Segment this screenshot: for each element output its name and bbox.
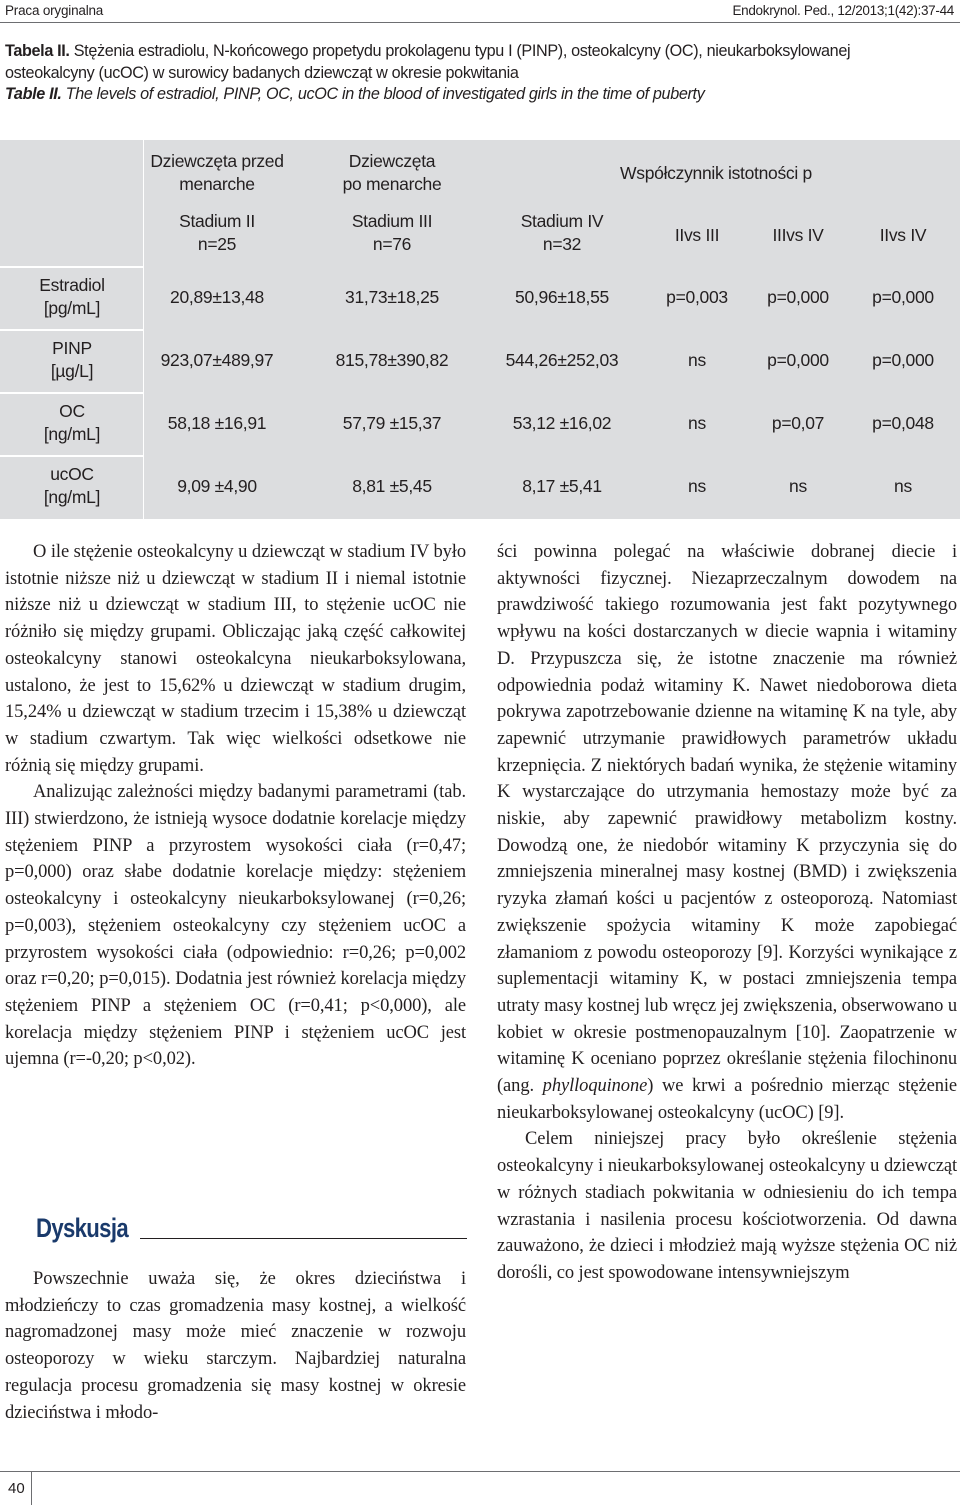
left-paragraph-1: O ile stężenie osteokalcyny u dziewcząt w stadium IV było istotnie niższe niż u dziewcząt w stadium II i niemal istotnie niższe niż u dziewcząt w stadium III, to stężenie ucOC nie różniło się między grupami. Obliczając jaką część całkowitej osteokalcyny stanowi osteokalcyna nieukarboksylowana, ustalono, że jest to 15,62% u dziewcząt w stadium drugim, 15,24% u dziewcząt w stadium trzecim i 15,38% u dziewcząt w stadium czwartym. Tak więc wielkości odsetkowe nie różnią się między grupami. [5,542,466,776]
row-label-estradiol: Estradiol [pg/mL] [39,275,105,318]
header-stage-4: Stadium IV n=32 [520,211,604,254]
section-rule [140,1238,467,1239]
cell-oc-4: ns [688,412,706,433]
cell-pinp-1: 923,07±489,97 [160,349,274,370]
right-p1-text: ści powinna polegać na właściwie dobranej diecie i aktywności fizycznej. Niezaprzeczalnym dowodem na prawdziwość takiego rozumowania jest fakt pozytywnego wpływu na kości dostarczanych w diecie wapnia i witaminy D. Przypuszcza się, że istotne znaczenie ma również odpowiednia podaż witaminy K. Nawet niedoborowa dieta pokrywa zapotrzebowanie dzienne na witaminę K na tyle, aby zapewnić utrzymanie prawidłowych parametrów układu krzepnięcia. Z niektórych badań wynika, że stężenie witaminy K wystarczające do utrzymania hemostazy może być za niskie, aby zapewnić prawidłowy metabolizm kostny. Dowodzą one, że niedobór witaminy K przyczynia się do zmniejszenia mineralnej masy kostnej (BMD) i zwiększenia ryzyka złamań kości u pacjentów z osteoporozą. Natomiast zwiększenie spożycia witaminy K może zapobiegać złamaniom z powodu osteoporozy [9]. Korzyści wynikające z suplementacji witaminy K, w postaci zmniejszenia tempa utraty masy kostnej lub wręcz jej zwiększenia, obserwowano u kobiet w okresie postmenopauzalnym [10]. Zaopatrzenie w witaminę K oceniano poprzez określanie stężenia filochinonu (ang. [497,542,957,1097]
right-paragraph-2: Celem niniejszej pracy było określenie stężenia osteokalcyny i nieukarboksylowanej osteokalcyny u dziewcząt w różnych stadiach pokwitania w odniesieniu do ich tempa wzrastania i nasilenia procesu kościotworzenia. Od dawna zauważono, że dzieci i młodzież mają wyższe stężenia OC niż dorośli, co jest spowodowane intensywniejszym [497,1129,957,1283]
cell-oc-3: 53,12 ±16,02 [512,412,612,433]
left-paragraph-2: Analizując zależności między badanymi parametrami (tab. III) stwierdzono, że istnieją wysoce dodatnie korelacje między stężeniem PINP a przyrostem wysokości ciała (r=0,47; p=0,000) oraz słabe dodatnie korelacje między: stężeniem osteokalcyny i osteokalcyny nieukarboksylowanej (r=0,26; p=0,003), stężeniem osteokalcyny czy stężeniem ucOC a przyrostem wysokości ciała (odpowiednio: r=0,26; p=0,002 oraz r=0,20; p=0,015). Dodatnia jest również korelacja między stężeniem PINP a stężeniem OC (r=0,41; p<0,000), ale korelacja między stężeniem PINP i stężeniem ucOC jest ujemna (r=-0,20; p<0,02). [5,782,466,1070]
cell-ucoc-6: ns [894,475,912,496]
cell-oc-2: 57,79 ±15,37 [342,412,442,433]
left-column-discussion [5,1266,466,1426]
journal-citation: Endokrynol. Ped., 12/2013;1(42):37-44 [732,3,954,18]
caption-pl-text2: osteokalcyny (ucOC) w surowicy badanych dziewcząt w okresie pokwitania [5,63,519,82]
row-separator [0,329,143,331]
header-group-after-menarche: Dziewczęta po menarche [342,151,442,194]
caption-pl-label: Tabela II. [5,42,70,60]
cell-ucoc-1: 9,09 ±4,90 [177,475,257,496]
header-p-2-vs-4: IIvs IV [879,224,927,245]
cell-ucoc-5: ns [789,475,807,496]
caption-en-text: The levels of estradiol, PINP, OC, ucOC in the blood of investigated girls in the time of puberty [61,85,705,103]
cell-pinp-3: 544,26±252,03 [505,349,619,370]
cell-pinp-2: 815,78±390,82 [335,349,449,370]
cell-pinp-4: ns [688,349,706,370]
header-rule [0,22,960,23]
header-stage-2: Stadium II n=25 [179,211,255,254]
row-separator [0,455,143,457]
caption-en-label: Table II. [5,85,62,103]
running-header [0,0,960,22]
header-p-2-vs-3: IIvs III [674,224,720,245]
cell-ucoc-2: 8,81 ±5,45 [352,475,432,496]
right-column [497,539,957,1287]
row-separator [0,266,143,268]
cell-estradiol-4: p=0,003 [666,286,728,307]
cell-ucoc-3: 8,17 ±5,41 [522,475,602,496]
cell-ucoc-4: ns [688,475,706,496]
cell-estradiol-2: 31,73±18,25 [345,286,439,307]
row-separator [0,392,143,394]
cell-oc-5: p=0,07 [771,412,825,433]
cell-estradiol-1: 20,89±13,48 [170,286,264,307]
row-label-pinp: PINP [µg/L] [50,338,94,381]
cell-estradiol-5: p=0,000 [767,286,829,307]
caption-pl-text1: Stężenia estradiolu, N-końcowego propetydu prokolagenu typu I (PINP), osteokalcyny (OC), nieukarboksylowanej [69,42,851,60]
header-group-before-menarche: Dziewczęta przed menarche [150,151,284,194]
caption-polish-line1 [5,41,960,63]
cell-pinp-6: p=0,000 [872,349,934,370]
footer-divider [31,1471,32,1505]
footer-rule [0,1471,960,1472]
caption-english [5,84,960,106]
article-type: Praca oryginalna [5,3,104,18]
label-column-divider [143,140,144,519]
data-table [0,140,960,519]
section-title-dyskusja: Dyskusja [36,1213,128,1243]
row-label-oc: OC [ng/mL] [43,401,101,444]
header-group-significance: Współczynnik istotności p [620,162,812,183]
cell-pinp-5: p=0,000 [767,349,829,370]
table-caption [5,41,960,106]
right-p1-italic: phylloquinone [542,1076,648,1097]
left-paragraph-3: Powszechnie uważa się, że okres dzieciństwa i młodzieńczy to czas gromadzenia masy kostnej, a wielkość nagromadzonej masy może mieć znaczenie w rozwoju osteoporozy w wieku starczym. Najbardziej naturalna regulacja procesu gromadzenia się masy kostnej w okresie dzieciństwa i młodo- [5,1269,466,1423]
right-p1-end: ) we krwi a pośrednio mierząc stężenie nieukarboksylowanej osteokalcyny (ucOC) [9]. [497,1076,957,1123]
header-p-3-vs-4: IIIvs IV [772,224,824,245]
row-label-ucoc: ucOC [ng/mL] [43,464,101,507]
cell-estradiol-6: p=0,000 [872,286,934,307]
cell-oc-1: 58,18 ±16,91 [167,412,267,433]
left-column [5,539,466,1073]
right-paragraph-1 [497,539,957,1126]
page-number: 40 [8,1480,25,1497]
cell-estradiol-3: 50,96±18,55 [515,286,609,307]
cell-oc-6: p=0,048 [872,412,934,433]
header-stage-3: Stadium III n=76 [351,211,433,254]
